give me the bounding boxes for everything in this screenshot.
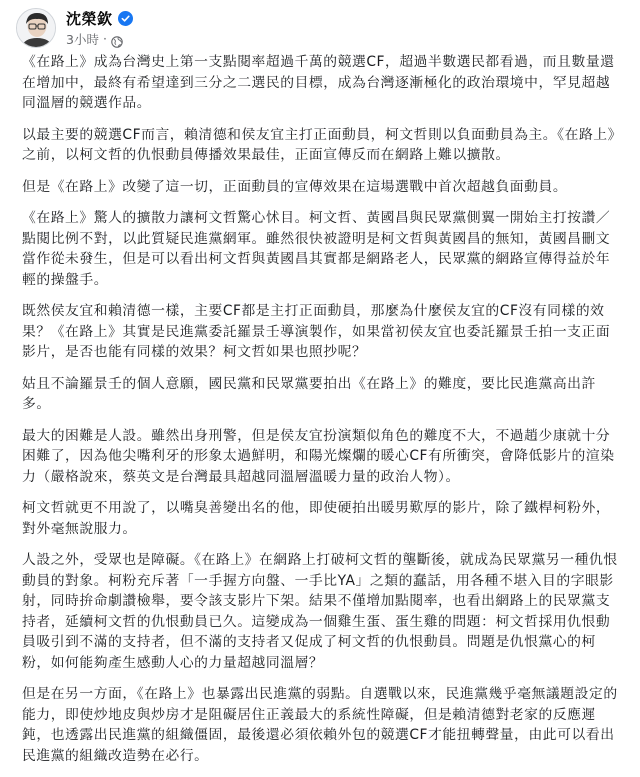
post-meta	[66, 9, 133, 48]
avatar[interactable]	[16, 8, 56, 48]
post-paragraph: 姑且不論羅景壬的個人意願，國民黨和民眾黨要拍出《在路上》的難度，要比民進黨高出許多。	[22, 375, 596, 412]
post-paragraph: 柯文哲就更不用說了，以嘴臭善變出名的他，即使硬拍出暖男歎厚的影片，除了鐵桿柯粉外，對外毫無說服力。	[22, 500, 611, 537]
post-paragraph: 最大的困難是人設。雖然出身刑警，但是侯友宜扮演類似角色的難度不大，不過趙少康就十分困難了，因為他尖嘴利牙的形象太過鮮明，和陽光燦爛的暖心CF有所衝突，會降低影片的渲染力（嚴格說來，蔡英文是台灣最具超越同溫層溫暖力量的政治人物）。	[22, 427, 615, 485]
post-paragraph: 《在路上》成為台灣史上第一支點閱率超過千萬的競選CF，超過半數選民都看過，而且數量還在增加中，最終有希望達到三分之二選民的目標，成為台灣逐漸極化的政治環境中，罕見超越同溫層的競選作品。	[22, 54, 615, 111]
post-paragraph: 但是《在路上》改變了這一切，正面動員的宣傳效果在這場選戰中首次超越負面動員。	[22, 178, 568, 195]
author-name[interactable]: 沈榮欽	[66, 10, 113, 28]
post-paragraph: 既然侯友宜和賴清德一樣，主要CF都是主打正面動員，那麼為什麼侯友宜的CF沒有同樣的效果？《在路上》其實是民進黨委託羅景壬導演製作，如果當初侯友宜也委託羅景壬拍一支正面影片，是否也能有同樣的效果？柯文哲如果也照抄呢？	[22, 303, 611, 360]
post-paragraph: 但是在另一方面，《在路上》也暴露出民進黨的弱點。自選戰以來，民進黨幾乎毫無議題設定的能力，即使炒地皮與炒房才是阻礙居住正義最大的系統性障礙，但是賴清德對老家的反應遲鈍，也透露出民進黨的組織僵固，最後還必須依賴外包的競選CF才能扭轉聲量，由此可以看出民進黨的組織改造勢在必行。	[22, 686, 618, 764]
post-header	[16, 8, 133, 48]
post-paragraph: 以最主要的競選CF而言，賴清德和侯友宜主打正面動員，柯文哲則以負面動員為主。《在路上》之前，以柯文哲的仇恨動員傳播效果最佳，正面宣傳反而在網路上難以擴散。	[22, 126, 622, 163]
post-paragraph: 人設之外，受眾也是障礙。《在路上》在網路上打破柯文哲的壟斷後，就成為民眾黨另一種仇恨動員的對象。柯粉充斥著「一手握方向盤、一手比YA」之類的蠢話，用各種不堪入目的字眼影射，同時拚命劇讚檢舉，要令該支影片下架。結果不僅增加點閱率，也看出網路上的民眾黨支持者，延續柯文哲的仇恨動員已久。這變成為一個雞生蛋、蛋生雞的問題：柯文哲採用仇恨動員吸引到不滿的支持者，但不滿的支持者又促成了柯文哲的仇恨動員。問題是仇恨黨心的柯粉，如何能夠產生感動人心的力量超越同溫層？	[22, 552, 618, 671]
separator-dot: ·	[102, 31, 107, 46]
post-paragraph: 《在路上》驚人的擴散力讓柯文哲驚心怵目。柯文哲、黃國昌與民眾黨側翼一開始主打按讚／點閱比例不對，以此質疑民進黨網軍。雖然很快被證明是柯文哲與黃國昌的無知，黃國昌刪文當作從未發生，但是可以看出柯文哲與黃國昌其實都是網路老人，民眾黨的網路宣傳得益於年輕的操盤手。	[22, 210, 611, 288]
verified-badge-icon	[118, 11, 133, 26]
post-timestamp[interactable]: 3小時	[66, 31, 99, 47]
post-body	[22, 52, 622, 777]
globe-icon[interactable]	[111, 33, 123, 45]
